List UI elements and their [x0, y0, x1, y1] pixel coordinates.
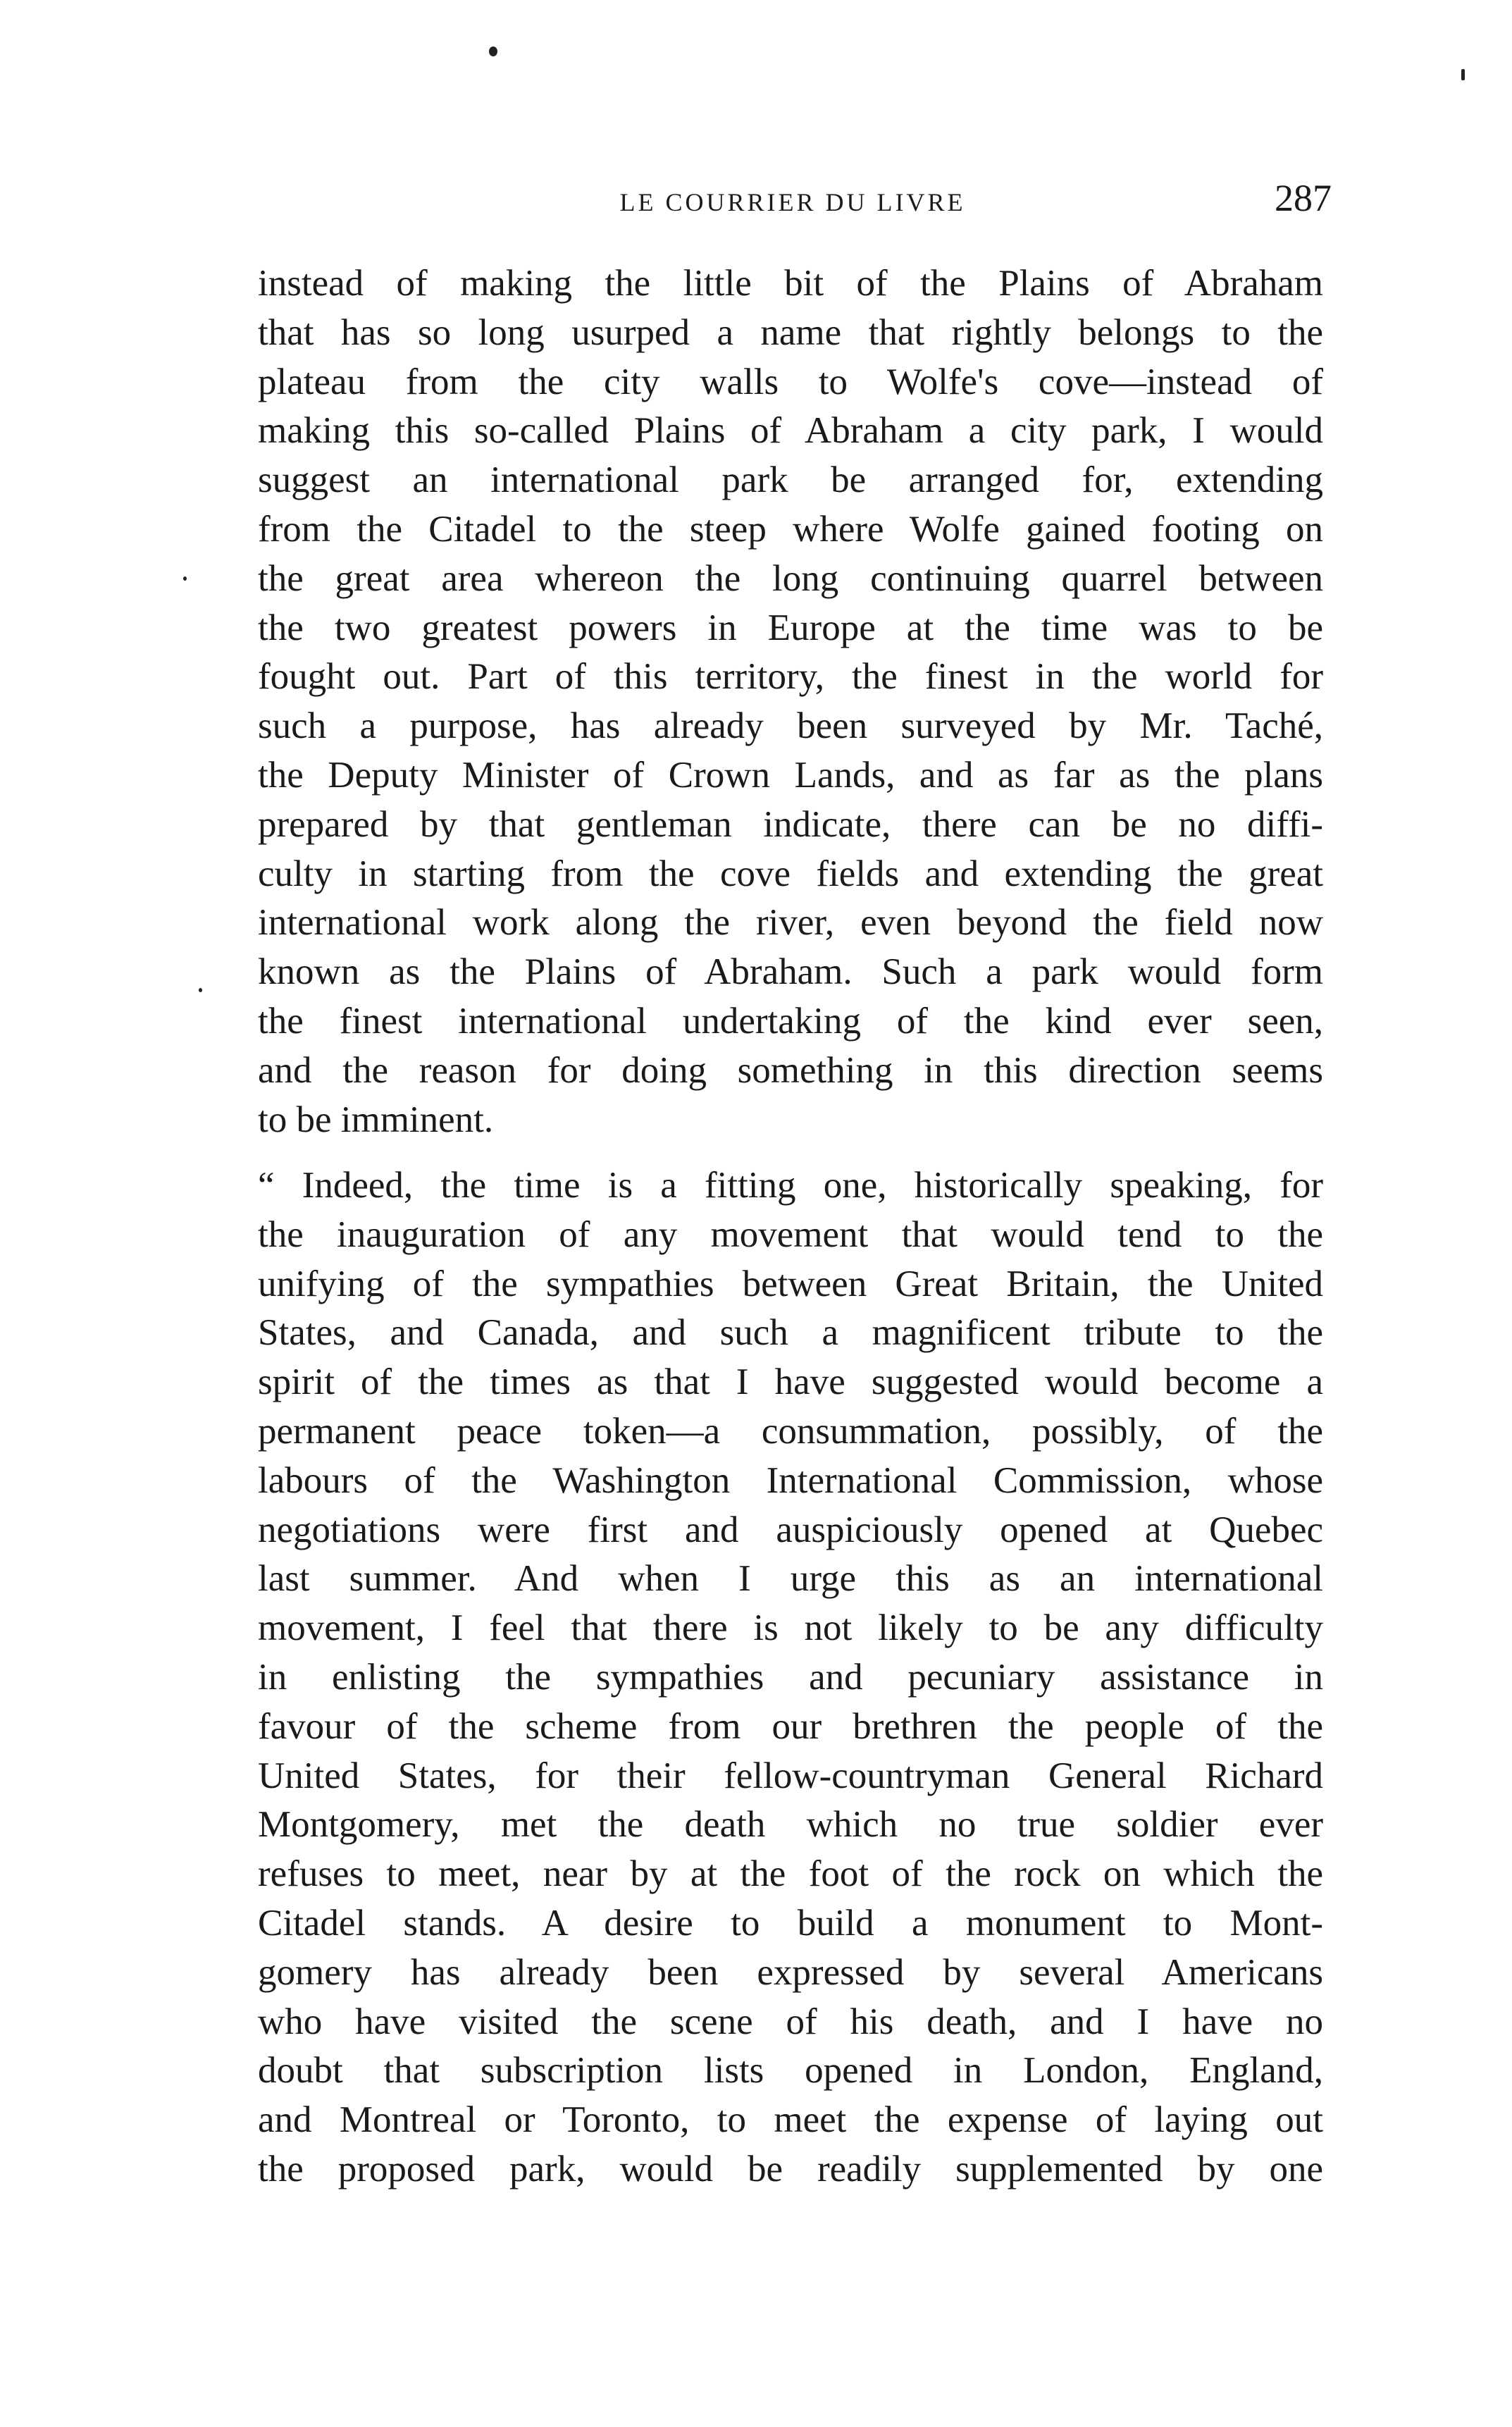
text-line: spirit of the times as that I have suggested would become a: [258, 1361, 1323, 1403]
text-line: favour of the scheme from our brethren the people of the: [258, 1705, 1323, 1747]
text-line: that has so long usurped a name that rightly belongs to the: [258, 311, 1323, 353]
text-line: Citadel stands. A desire to build a monument to Mont-: [258, 1902, 1323, 1944]
ink-speck: [1461, 69, 1465, 80]
text-line: international work along the river, even beyond the field now: [258, 902, 1323, 944]
text-line: prepared by that gentleman indicate, there can be no diffi-: [258, 803, 1323, 845]
page-header: [254, 177, 1332, 231]
paragraph-1: [258, 259, 1323, 1144]
text-line: the two greatest powers in Europe at the time was to be: [258, 607, 1323, 648]
text-line: fought out. Part of this territory, the finest in the world for: [258, 656, 1323, 698]
text-line: plateau from the city walls to Wolfe's cove—instead of: [258, 361, 1323, 402]
text-line: the great area whereon the long continuing quarrel between: [258, 557, 1323, 599]
text-line: refuses to meet, near by at the foot of the rock on which the: [258, 1853, 1323, 1895]
text-line: culty in starting from the cove fields and extending the great: [258, 853, 1323, 894]
text-line: from the Citadel to the steep where Wolfe gained footing on: [258, 508, 1323, 550]
text-line: doubt that subscription lists opened in London, England,: [258, 2050, 1323, 2092]
text-line: instead of making the little bit of the Plains of Abraham: [258, 263, 1323, 304]
text-line: movement, I feel that there is not likely to be any difficulty: [258, 1607, 1323, 1649]
text-line: making this so-called Plains of Abraham a city park, I would: [258, 410, 1323, 452]
text-line: the proposed park, would be readily supplemented by one: [258, 2148, 1323, 2190]
text-line: who have visited the scene of his death, and I have no: [258, 2001, 1323, 2042]
text-line: States, and Canada, and such a magnificent tribute to the: [258, 1312, 1323, 1354]
text-line: negotiations were first and auspiciously opened at Quebec: [258, 1509, 1323, 1550]
text-line: the finest international undertaking of the kind ever seen,: [258, 1000, 1323, 1042]
text-line: Montgomery, met the death which no true soldier ever: [258, 1804, 1323, 1846]
text-line: and the reason for doing something in this direction seems: [258, 1049, 1323, 1091]
running-head: LE COURRIER DU LIVRE: [619, 188, 966, 216]
text-line: gomery has already been expressed by several Americans: [258, 1951, 1323, 1993]
text-line: and Montreal or Toronto, to meet the expense of laying out: [258, 2099, 1323, 2141]
text-line: known as the Plains of Abraham. Such a park would form: [258, 951, 1323, 993]
page-number: 287: [1275, 177, 1332, 219]
text-line: unifying of the sympathies between Great Britain, the United: [258, 1263, 1323, 1304]
text-line: permanent peace token—a consummation, possibly, of the: [258, 1410, 1323, 1452]
text-line: such a purpose, has already been surveyed by Mr. Taché,: [258, 705, 1323, 747]
text-line: last summer. And when I urge this as an international: [258, 1558, 1323, 1600]
text-line: suggest an international park be arranged for, extending: [258, 459, 1323, 501]
ink-speck: [199, 988, 202, 992]
paragraph-2: [258, 1161, 1323, 2194]
ink-speck: [489, 47, 497, 56]
text-line: the inauguration of any movement that would tend to the: [258, 1214, 1323, 1255]
text-line: to be imminent.: [258, 1099, 494, 1140]
text-line: in enlisting the sympathies and pecuniary assistance in: [258, 1656, 1323, 1698]
text-line: labours of the Washington International Commission, whose: [258, 1459, 1323, 1501]
text-line: United States, for their fellow-countryman General Richard: [258, 1755, 1323, 1796]
text-line: “ Indeed, the time is a fitting one, historically speaking, for: [258, 1165, 1323, 1206]
text-line: the Deputy Minister of Crown Lands, and as far as the plans: [258, 754, 1323, 796]
ink-speck: [183, 576, 187, 581]
